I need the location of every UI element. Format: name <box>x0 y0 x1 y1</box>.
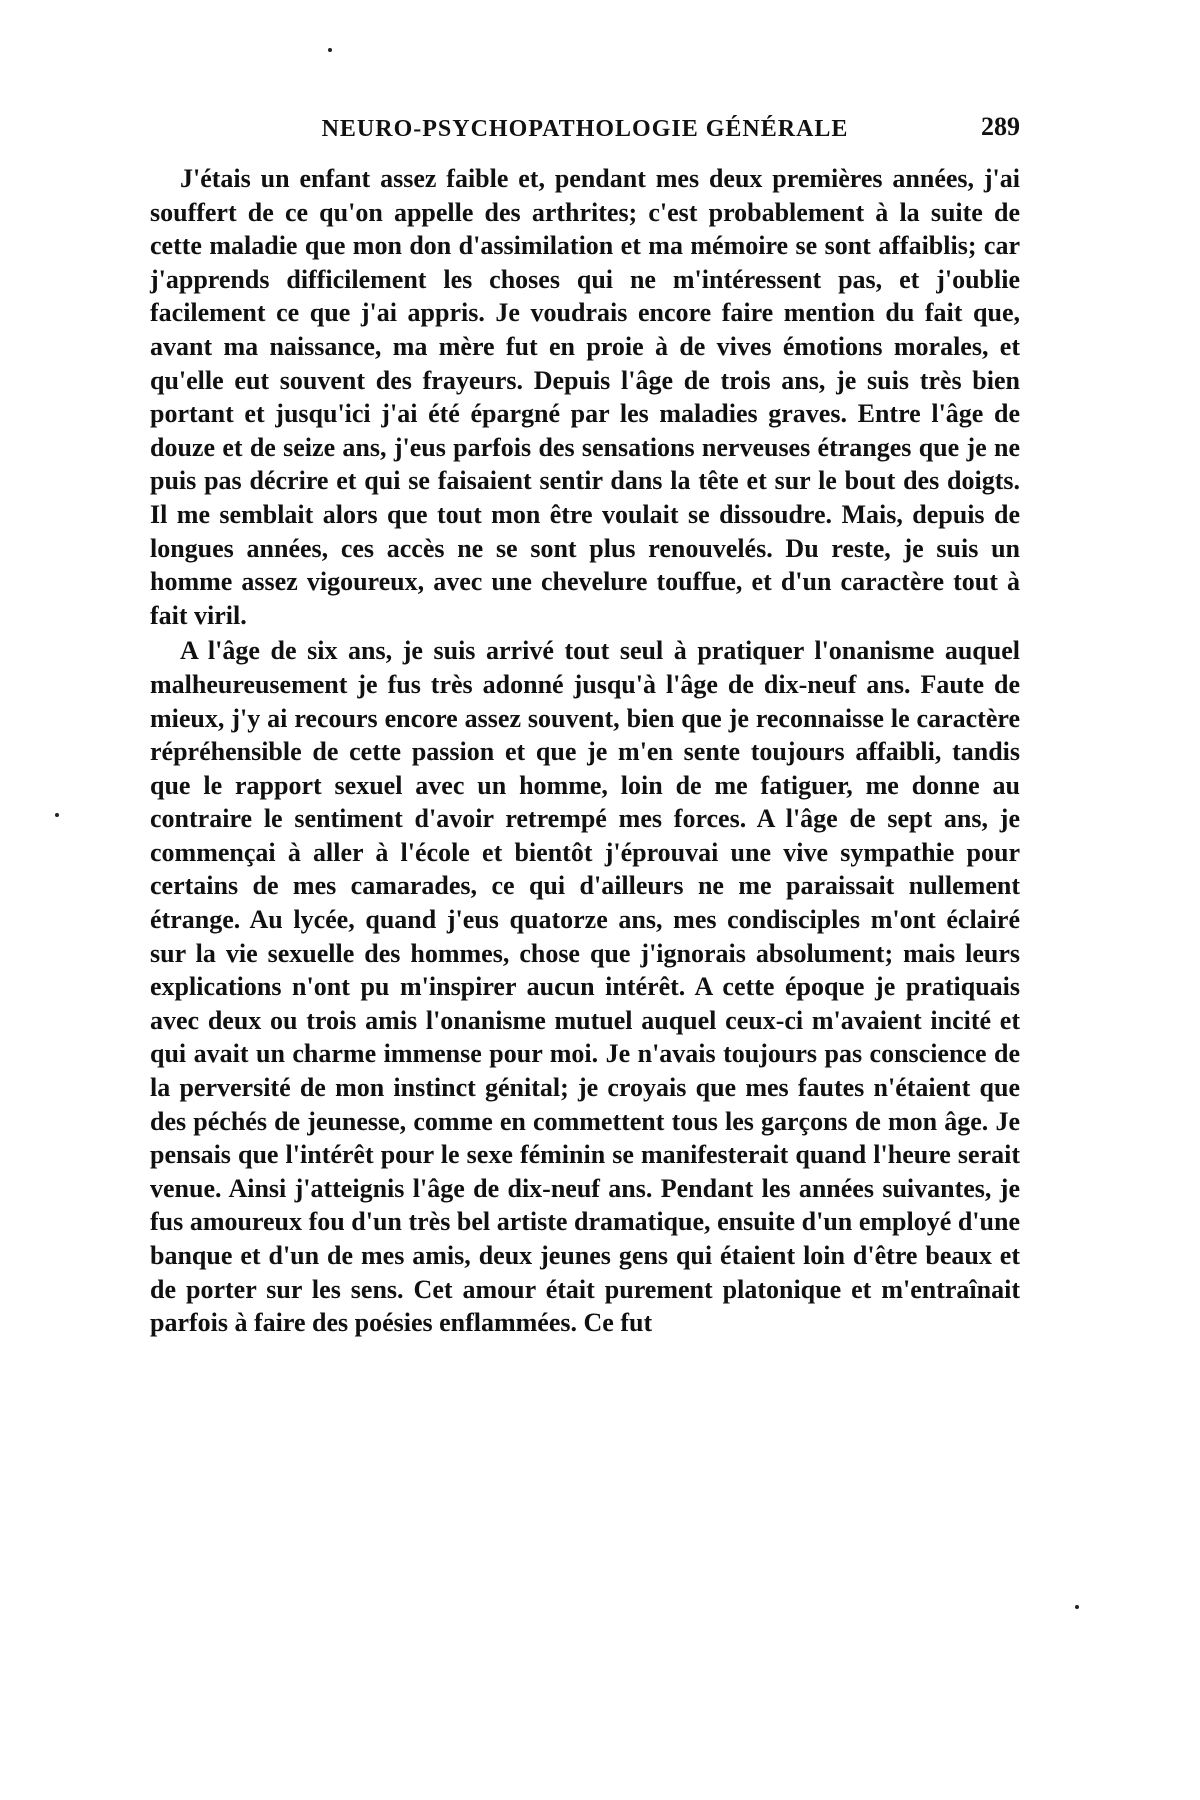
scan-speck <box>328 48 332 52</box>
paragraph-1: J'étais un enfant assez faible et, pendant mes deux premières années, j'ai souffert de ce qu'on appelle des arthrites; c'est probablement à la suite de cette maladie que mon don d'assimilation et ma mémoire se sont affaiblis; car j'apprends difficilement les choses qui ne m'intéressent pas, et j'oublie facilement ce que j'ai appris. Je voudrais encore faire mention du fait que, avant ma naissance, ma mère fut en proie à de vives émotions morales, et qu'elle eut souvent des frayeurs. Depuis l'âge de trois ans, je suis très bien portant et jusqu'ici j'ai été épargné par les maladies graves. Entre l'âge de douze et de seize ans, j'eus parfois des sensations nerveuses étranges que je ne puis pas décrire et qui se faisaient sentir dans la tête et sur le bout des doigts. Il me semblait alors que tout mon être voulait se dissoudre. Mais, depuis de longues années, ces accès ne se sont plus renouvelés. Du reste, je suis un homme assez vigoureux, avec une chevelure touffue, et d'un caractère tout à fait viril. <box>150 164 1020 630</box>
running-title: NEURO-PSYCHOPATHOLOGIE GÉNÉRALE <box>321 116 849 142</box>
page-number: 289 <box>981 112 1020 141</box>
scan-speck <box>55 813 59 817</box>
paragraph-2: A l'âge de six ans, je suis arrivé tout seul à pratiquer l'onanisme auquel malheureusement je fus très adonné jusqu'à l'âge de dix-neuf ans. Faute de mieux, j'y ai recours encore assez souvent, bien que je reconnaisse le caractère répréhensible de cette passion et que je m'en sente toujours affaibli, tandis que le rapport sexuel avec un homme, loin de me fatiguer, me donne au contraire le sentiment d'avoir retrempé mes forces. A l'âge de sept ans, je commençai à aller à l'école et bientôt j'éprouvai une vive sympathie pour certains de mes camarades, ce qui d'ailleurs ne me paraissait nullement étrange. Au lycée, quand j'eus quatorze ans, mes condisciples m'ont éclairé sur la vie sexuelle des hommes, chose que j'ignorais absolument; mais leurs explications n'ont pu m'inspirer aucun intérêt. A cette époque je pratiquais avec deux ou trois amis l'onanisme mutuel auquel ceux-ci m'avaient incité et qui avait un charme immense pour moi. Je n'avais toujours pas conscience de la perversité de mon instinct génital; je croyais que mes fautes n'étaient que des péchés de jeunesse, comme en commettent tous les garçons de mon âge. Je pensais que l'intérêt pour le sexe féminin se manifesterait quand l'heure serait venue. Ainsi j'atteignis l'âge de dix-neuf ans. Pendant les années suivantes, je fus amoureux fou d'un très bel artiste dramatique, ensuite d'un employé d'une banque et d'un de mes amis, deux jeunes gens qui étaient loin d'être beaux et de porter sur les sens. Cet amour était purement platonique et m'entraînait parfois à faire des poésies enflammées. Ce fut <box>150 636 1020 1338</box>
body-text <box>150 162 1020 1340</box>
scan-speck <box>1075 1605 1079 1609</box>
page-header <box>150 112 1020 152</box>
